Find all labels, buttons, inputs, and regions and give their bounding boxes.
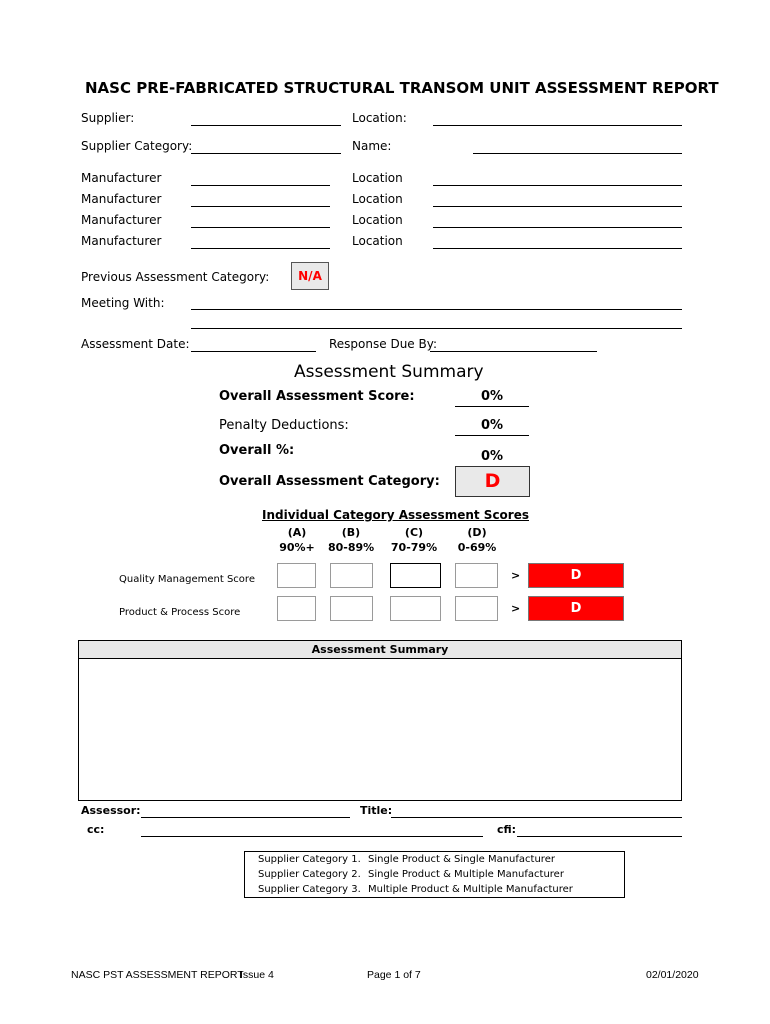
manufacturer-label-4: Manufacturer (81, 234, 162, 248)
manufacturer-label-2: Manufacturer (81, 192, 162, 206)
manufacturer-location-field-3[interactable] (433, 227, 682, 228)
quality-arrow: > (511, 569, 521, 582)
overall-score-value: 0% (455, 389, 529, 407)
summary-box (78, 640, 682, 801)
supplier-field[interactable] (191, 125, 341, 126)
summary-box-heading: Assessment Summary (79, 641, 681, 659)
quality-score-d[interactable] (455, 563, 498, 588)
summary-heading: Assessment Summary (294, 362, 484, 382)
col-b-letter: (B) (341, 526, 361, 539)
legend-desc-3: Multiple Product & Multiple Manufacturer (368, 884, 573, 895)
legend-desc-2: Single Product & Multiple Manufacturer (368, 869, 564, 880)
assessment-date-label: Assessment Date: (81, 337, 190, 351)
footer-issue: Issue 4 (240, 969, 274, 981)
cc-field[interactable] (141, 836, 483, 837)
name-field[interactable] (473, 153, 682, 154)
quality-score-a[interactable] (277, 563, 316, 588)
product-score-b[interactable] (330, 596, 373, 621)
legend-cat-2: Supplier Category 2. (258, 869, 361, 880)
penalty-value: 0% (455, 418, 529, 436)
col-d-letter: (D) (467, 526, 487, 539)
manufacturer-location-field-4[interactable] (433, 248, 682, 249)
footer-page: Page 1 of 7 (367, 969, 421, 981)
cfi-label: cfi: (497, 823, 517, 836)
manufacturer-label-3: Manufacturer (81, 213, 162, 227)
response-due-label: Response Due By: (329, 337, 437, 351)
manufacturer-location-label-3: Location (352, 213, 403, 227)
cc-label: cc: (87, 823, 105, 836)
individual-heading: Individual Category Assessment Scores (262, 508, 529, 522)
manufacturer-field-3[interactable] (191, 227, 330, 228)
name-label: Name: (352, 139, 392, 153)
product-score-a[interactable] (277, 596, 316, 621)
overall-pct-value: 0% (480, 449, 504, 464)
product-arrow: > (511, 602, 521, 615)
manufacturer-field-1[interactable] (191, 185, 330, 186)
location-label: Location: (352, 111, 407, 125)
summary-box-text[interactable] (79, 659, 681, 799)
meeting-with-field-1[interactable] (191, 309, 682, 310)
overall-category-value: D (455, 466, 530, 497)
overall-category-label: Overall Assessment Category: (219, 474, 440, 489)
product-result: D (528, 596, 624, 621)
footer-date: 02/01/2020 (646, 969, 699, 981)
product-process-label: Product & Process Score (119, 607, 241, 618)
assessor-label: Assessor: (81, 804, 141, 817)
supplier-label: Supplier: (81, 111, 135, 125)
meeting-with-field-2[interactable] (191, 328, 682, 329)
title-field[interactable] (391, 817, 682, 818)
manufacturer-location-label-1: Location (352, 171, 403, 185)
location-field[interactable] (433, 125, 682, 126)
manufacturer-location-field-1[interactable] (433, 185, 682, 186)
quality-score-c[interactable] (390, 563, 441, 588)
product-score-d[interactable] (455, 596, 498, 621)
legend-cat-3: Supplier Category 3. (258, 884, 361, 895)
manufacturer-location-field-2[interactable] (433, 206, 682, 207)
previous-category-label: Previous Assessment Category: (81, 270, 270, 284)
quality-score-b[interactable] (330, 563, 373, 588)
assessment-date-field[interactable] (191, 351, 316, 352)
title-label: Title: (360, 804, 393, 817)
col-b-range: 80-89% (328, 541, 375, 554)
cfi-field[interactable] (517, 836, 682, 837)
report-title: NASC PRE-FABRICATED STRUCTURAL TRANSOM UNIT ASSESSMENT REPORT (85, 79, 719, 97)
previous-category-value: N/A (291, 262, 329, 290)
col-c-range: 70-79% (390, 541, 438, 554)
overall-score-label: Overall Assessment Score: (219, 389, 415, 404)
product-score-c[interactable] (390, 596, 441, 621)
footer-report: NASC PST ASSESSMENT REPORT (71, 969, 244, 981)
col-a-range: 90%+ (279, 541, 315, 554)
manufacturer-field-4[interactable] (191, 248, 330, 249)
response-due-field[interactable] (430, 351, 597, 352)
quality-management-label: Quality Management Score (119, 574, 255, 585)
col-d-range: 0-69% (457, 541, 497, 554)
penalty-label: Penalty Deductions: (219, 418, 349, 433)
meeting-with-label: Meeting With: (81, 296, 165, 310)
quality-result: D (528, 563, 624, 588)
col-c-letter: (C) (404, 526, 424, 539)
supplier-category-field[interactable] (191, 153, 341, 154)
overall-pct-label: Overall %: (219, 443, 295, 458)
manufacturer-label-1: Manufacturer (81, 171, 162, 185)
manufacturer-location-label-2: Location (352, 192, 403, 206)
supplier-category-label: Supplier Category: (81, 139, 193, 153)
assessor-field[interactable] (141, 817, 350, 818)
legend-desc-1: Single Product & Single Manufacturer (368, 854, 555, 865)
manufacturer-location-label-4: Location (352, 234, 403, 248)
col-a-letter: (A) (287, 526, 307, 539)
manufacturer-field-2[interactable] (191, 206, 330, 207)
legend-cat-1: Supplier Category 1. (258, 854, 361, 865)
